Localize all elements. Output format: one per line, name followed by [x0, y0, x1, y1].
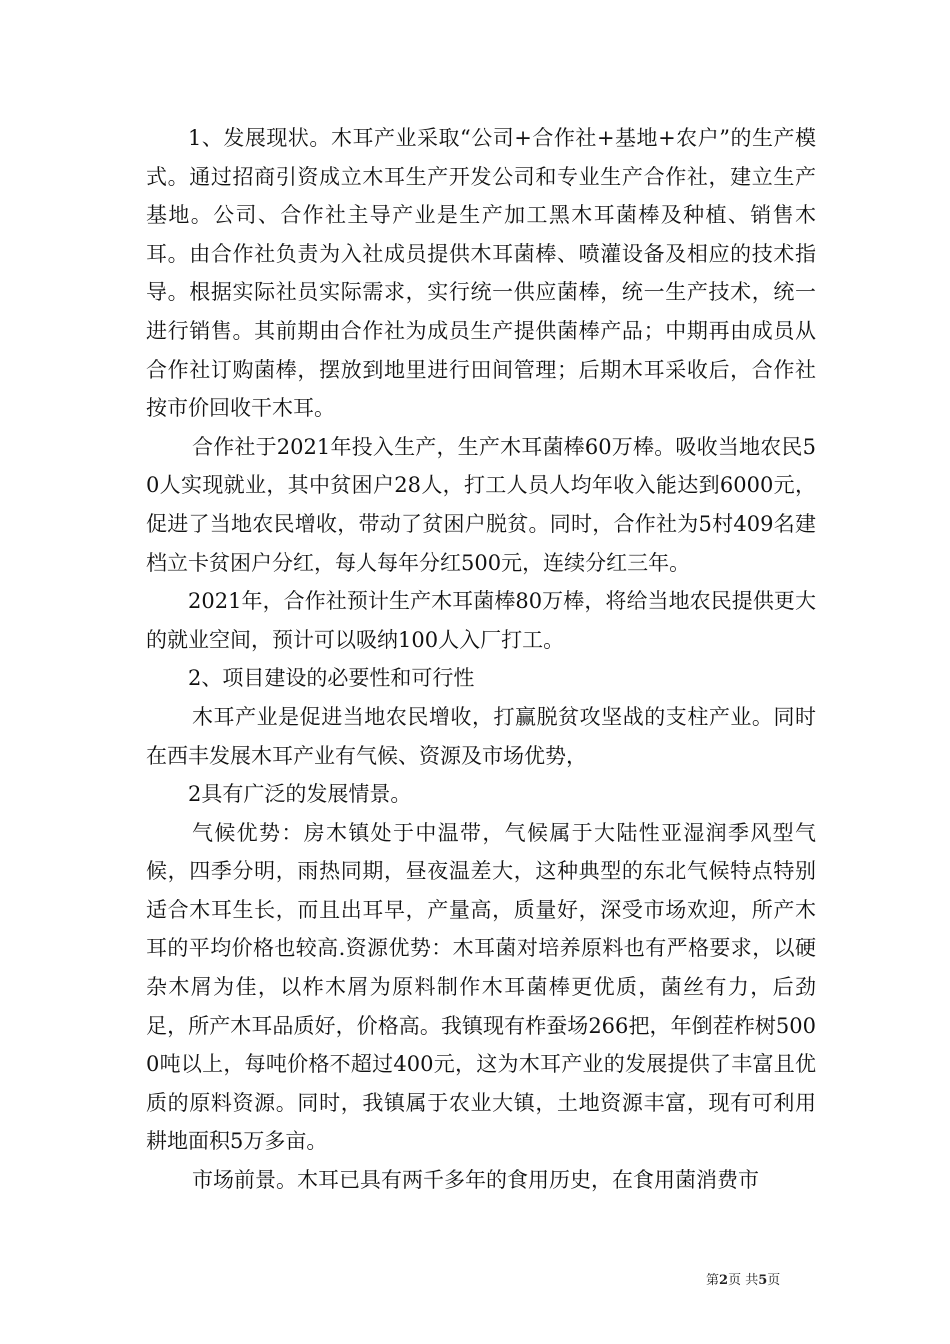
page-footer [706, 1273, 780, 1289]
paragraph-cooperative-production: 合作社于2021年投入生产，生产木耳菌棒60万棒。吸收当地农民50人实现就业，其中贫困户28人，打工人员人均年收入能达到6000元，促进了当地农民增收，带动了贫困户脱贫。同时，合作社为5村409名建档立卡贫困户分红，每人每年分红500元，连续分红三年。 [146, 434, 816, 575]
paragraph-development-status: 1、发展现状。木耳产业采取“公司+合作社+基地+农户”的生产模式。通过招商引资成立木耳生产开发公司和专业生产合作社，建立生产基地。公司、合作社主导产业是生产加工黑木耳菌棒及种植、销售木耳。由合作社负责为入社成员提供木耳菌棒、喷灌设备及相应的技术指导。根据实际社员实际需求，实行统一供应菌棒，统一生产技术，统一进行销售。其前期由合作社为成员生产提供菌棒产品；中期再由成员从合作社订购菌棒，摆放到地里进行田间管理；后期木耳采收后，合作社按市价回收干木耳。 [146, 126, 816, 421]
paragraph-market-prospects: 市场前景。木耳已具有两千多年的食用历史，在食用菌消费市 [192, 1168, 759, 1193]
footer-current-page: 2 [719, 1273, 729, 1288]
footer-total-pages: 5 [758, 1273, 768, 1288]
paragraph-climate-resource-advantage: 气候优势：房木镇处于中温带，气候属于大陆性亚湿润季风型气候，四季分明，雨热同期，昼夜温差大，这种典型的东北气候特点特别适合木耳生长，而且出耳早，产量高，质量好，深受市场欢迎，所产木耳的平均价格也较高.资源优势：木耳菌对培养原料也有严格要求，以硬杂木屑为佳，以柞木屑为原料制作木耳菌棒更优质，菌丝有力，后劲足，所产木耳品质好，价格高。我镇现有柞蚕场266把，年倒茬柞树5000吨以上，每吨价格不超过400元，这为木耳产业的发展提供了丰富且优质的原料资源。同时，我镇属于农业大镇，土地资源丰富，现有可利用耕地面积5万多亩。 [146, 820, 816, 1154]
footer-prefix: 第 [706, 1273, 720, 1288]
body-text [146, 119, 816, 1200]
section-heading-necessity-feasibility: 2、项目建设的必要性和可行性 [188, 666, 475, 691]
footer-middle: 页 共 [728, 1273, 759, 1288]
paragraph-development-prospects: 2具有广泛的发展情景。 [188, 782, 412, 807]
paragraph-production-forecast: 2021年，合作社预计生产木耳菌棒80万棒，将给当地农民提供更大的就业空间，预计可以吸纳100人入厂打工。 [146, 589, 816, 652]
footer-suffix: 页 [767, 1273, 781, 1288]
paragraph-pillar-industry: 木耳产业是促进当地农民增收，打赢脱贫攻坚战的支柱产业。同时在西丰发展木耳产业有气候、资源及市场优势， [146, 704, 816, 768]
